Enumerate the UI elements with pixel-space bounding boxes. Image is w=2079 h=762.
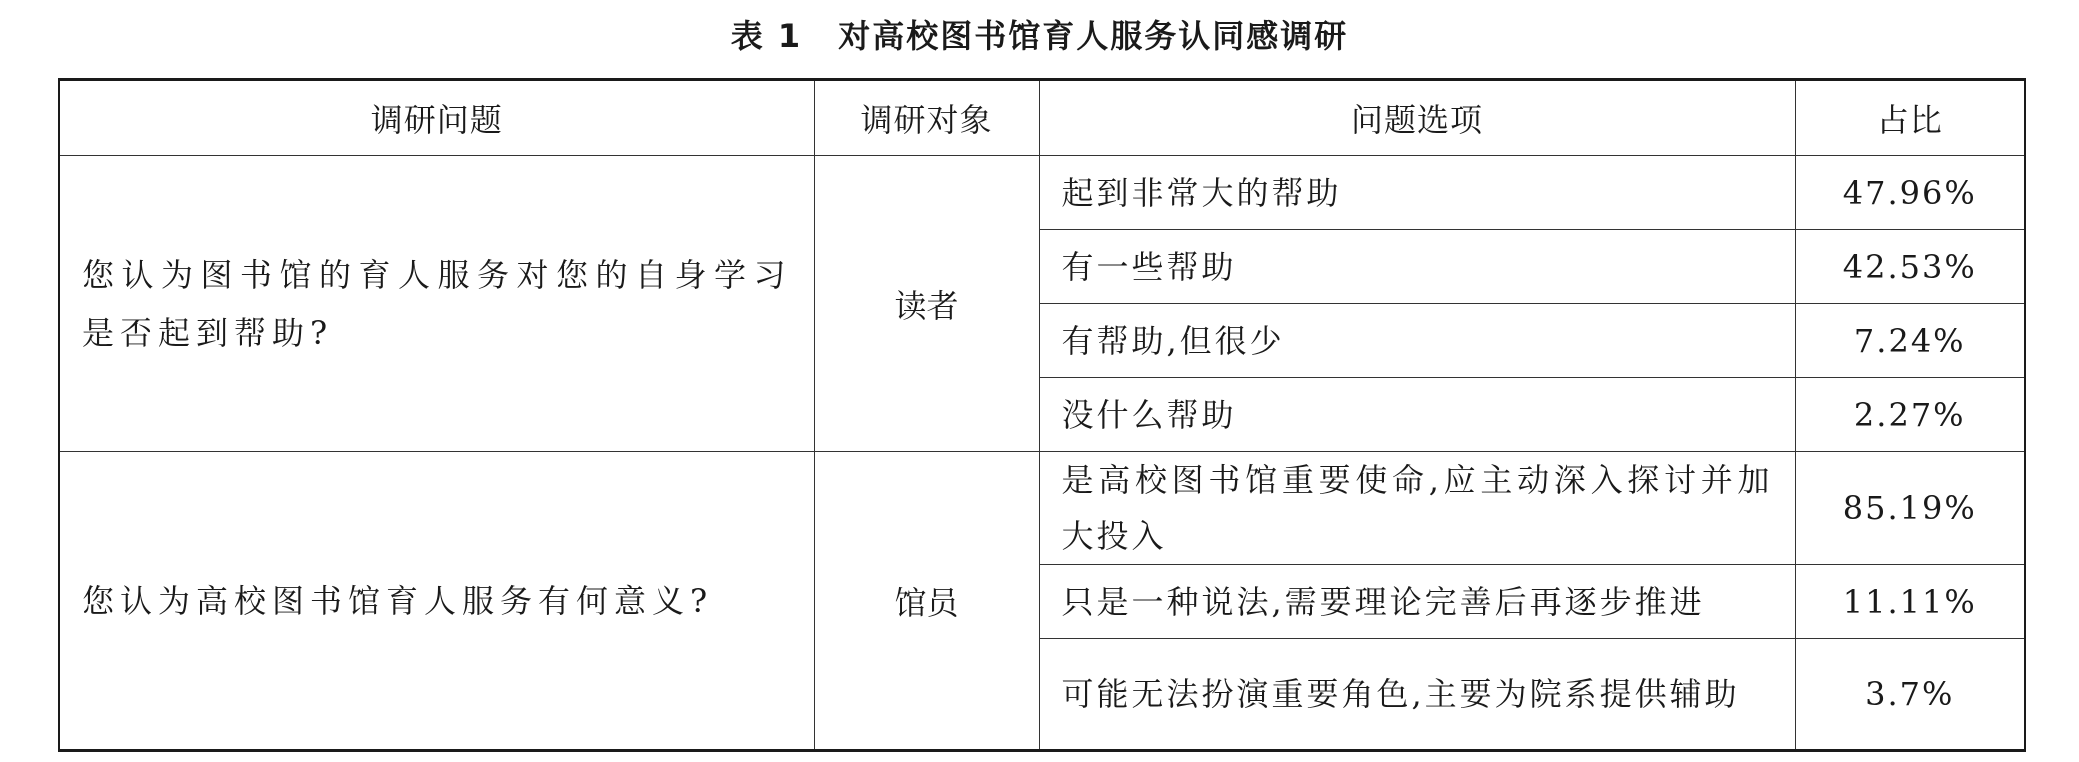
table-caption	[0, 14, 2079, 58]
option-cell: 只是一种说法,需要理论完善后再逐步推进	[1039, 565, 1795, 639]
table-row	[59, 156, 2025, 230]
option-cell: 可能无法扮演重要角色,主要为院系提供辅助	[1039, 639, 1795, 751]
header-question: 调研问题	[59, 80, 814, 156]
table-title: 对高校图书馆育人服务认同感调研	[838, 17, 1349, 55]
header-options: 问题选项	[1039, 80, 1795, 156]
ratio-cell: 47.96%	[1795, 156, 2025, 230]
option-cell: 起到非常大的帮助	[1039, 156, 1795, 230]
ratio-cell: 7.24%	[1795, 304, 2025, 378]
survey-table	[58, 78, 2026, 752]
header-ratio: 占比	[1795, 80, 2025, 156]
table-number: 表 1	[730, 17, 803, 55]
option-cell: 是高校图书馆重要使命,应主动深入探讨并加大投入	[1039, 452, 1795, 565]
option-cell: 有一些帮助	[1039, 230, 1795, 304]
header-target: 调研对象	[814, 80, 1039, 156]
question-cell: 您认为高校图书馆育人服务有何意义?	[59, 452, 814, 751]
ratio-cell: 42.53%	[1795, 230, 2025, 304]
header-row	[59, 80, 2025, 156]
option-cell: 没什么帮助	[1039, 378, 1795, 452]
question-cell: 您认为图书馆的育人服务对您的自身学习是否起到帮助?	[59, 156, 814, 452]
ratio-cell: 85.19%	[1795, 452, 2025, 565]
ratio-cell: 2.27%	[1795, 378, 2025, 452]
target-cell: 馆员	[814, 452, 1039, 751]
option-cell: 有帮助,但很少	[1039, 304, 1795, 378]
target-cell: 读者	[814, 156, 1039, 452]
ratio-cell: 3.7%	[1795, 639, 2025, 751]
table-row	[59, 452, 2025, 565]
ratio-cell: 11.11%	[1795, 565, 2025, 639]
